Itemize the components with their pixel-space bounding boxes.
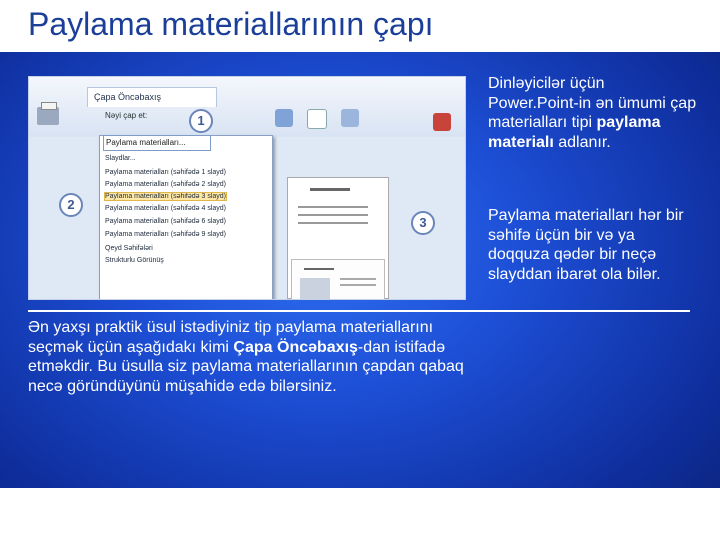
- bottom-paragraph: [28, 318, 488, 396]
- menu-item-handouts-4: Paylama materialları (səhifədə 4 slayd): [105, 205, 226, 212]
- menu-item-slides: Slaydlar...: [105, 155, 136, 162]
- menu-item-handouts-9: Paylama materialları (səhifədə 9 slayd): [105, 231, 226, 238]
- page-title: Paylama materiallarının çapı: [28, 6, 434, 42]
- options-icon: [341, 109, 359, 127]
- callout-1: 1: [189, 109, 213, 133]
- one-page-icon: [307, 109, 327, 129]
- close-icon: [433, 113, 451, 131]
- menu-item-notes-pages: Qeyd Səhifələri: [105, 245, 153, 252]
- menu-item-outline-view: Strukturlu Görünüş: [105, 257, 164, 264]
- menu-item-handouts-6: Paylama materialları (səhifədə 6 slayd): [105, 218, 226, 225]
- print-what-label: Nəyi çap et:: [105, 111, 148, 120]
- menu-item-handouts-1: Paylama materialları (səhifədə 1 slayd): [105, 169, 226, 176]
- printer-icon: [37, 107, 59, 125]
- bottom-paragraph-end: -dan istifadə etməkdir. Bu üsulla siz paylama materiallarının çapdan qabaq necə göründüyünü müşahidə edə bilərsiniz.: [28, 338, 464, 395]
- page-preview-lower: [291, 259, 385, 300]
- callout-2: 2: [59, 193, 83, 217]
- print-preview-screenshot: [28, 76, 466, 300]
- print-preview-term: Çapa Öncəbaxış: [233, 338, 358, 356]
- zoom-icon: [275, 109, 293, 127]
- ribbon: [29, 77, 465, 137]
- print-what-combo: Paylama materialları...: [103, 135, 211, 151]
- menu-item-handouts-3: Paylama materialları (səhifədə 3 slayd): [105, 193, 226, 200]
- slide-bottom-margin: [0, 488, 720, 540]
- divider-line: [28, 310, 690, 312]
- title-bar: [0, 0, 720, 52]
- print-preview-tab: Çapa Öncəbaxış: [87, 87, 217, 107]
- right-paragraph-1: [488, 74, 698, 152]
- right-paragraph-1-end: adlanır.: [553, 133, 611, 151]
- bottom-paragraph-start: Ən yaxşı praktik üsul istədiyiniz tip paylama materiallarını seçmək üçün aşağıdakı kimi: [28, 319, 434, 356]
- right-paragraph-2: Paylama materialları hər bir səhifə üçün bir və ya doqquza qədər bir neçə slayddan ibarət ola bilər.: [488, 207, 684, 283]
- right-paragraph-1-start: Dinləyicilər üçün Power.Point-in ən ümumi çap materialları tipi: [488, 75, 697, 131]
- menu-item-handouts-2: Paylama materialları (səhifədə 2 slayd): [105, 181, 226, 188]
- handout-term: paylama materialı: [488, 114, 661, 151]
- callout-3: 3: [411, 211, 435, 235]
